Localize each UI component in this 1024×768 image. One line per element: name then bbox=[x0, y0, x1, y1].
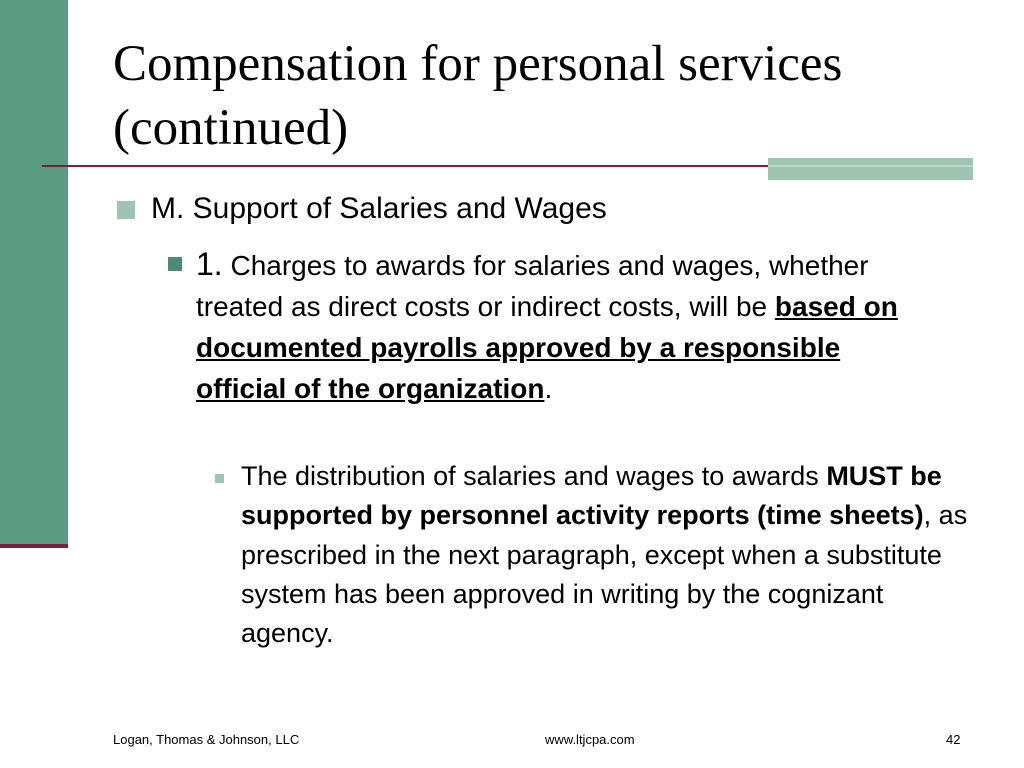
bullet-level-3 bbox=[215, 457, 975, 653]
bullet-level-3-lead: The distribution of salaries and wages to awards bbox=[241, 461, 827, 491]
item-number: 1. bbox=[196, 246, 223, 282]
side-accent-bar bbox=[0, 0, 68, 545]
bullet-level-1-text: M. Support of Salaries and Wages bbox=[151, 192, 607, 225]
bullet-level-3-tail: , as prescribed in the next paragraph, except when a substitute system has been approved in writing by the cognizant agency. bbox=[241, 500, 968, 649]
title-accent-block bbox=[768, 158, 973, 180]
footer-page-number: 42 bbox=[946, 732, 961, 747]
square-bullet-icon bbox=[117, 201, 135, 219]
footer-company: Logan, Thomas & Johnson, LLC bbox=[113, 732, 300, 747]
slide-title-line-2: (continued) bbox=[113, 100, 349, 156]
bullet-level-2-emphasis: based on documented payrolls approved by a responsible official of the organization bbox=[196, 291, 898, 404]
bullet-level-2-text bbox=[196, 244, 928, 409]
title-accent-stripe bbox=[768, 165, 973, 167]
bullet-level-3-text bbox=[241, 457, 975, 653]
square-bullet-icon bbox=[215, 474, 224, 483]
bullet-level-2-tail: . bbox=[544, 373, 553, 404]
side-accent-rule bbox=[0, 544, 68, 548]
slide-title-line-1: Compensation for personal services bbox=[113, 36, 843, 92]
bullet-level-2 bbox=[168, 244, 928, 409]
bullet-level-2-lead: Charges to awards for salaries and wages, whether treated as direct costs or indirect costs, will be bbox=[196, 250, 869, 322]
slide-title bbox=[113, 32, 993, 160]
square-bullet-icon bbox=[168, 257, 182, 271]
footer-website: www.ltjcpa.com bbox=[545, 732, 635, 747]
bullet-level-3-emphasis: MUST be supported by personnel activity reports (time sheets) bbox=[241, 461, 942, 531]
